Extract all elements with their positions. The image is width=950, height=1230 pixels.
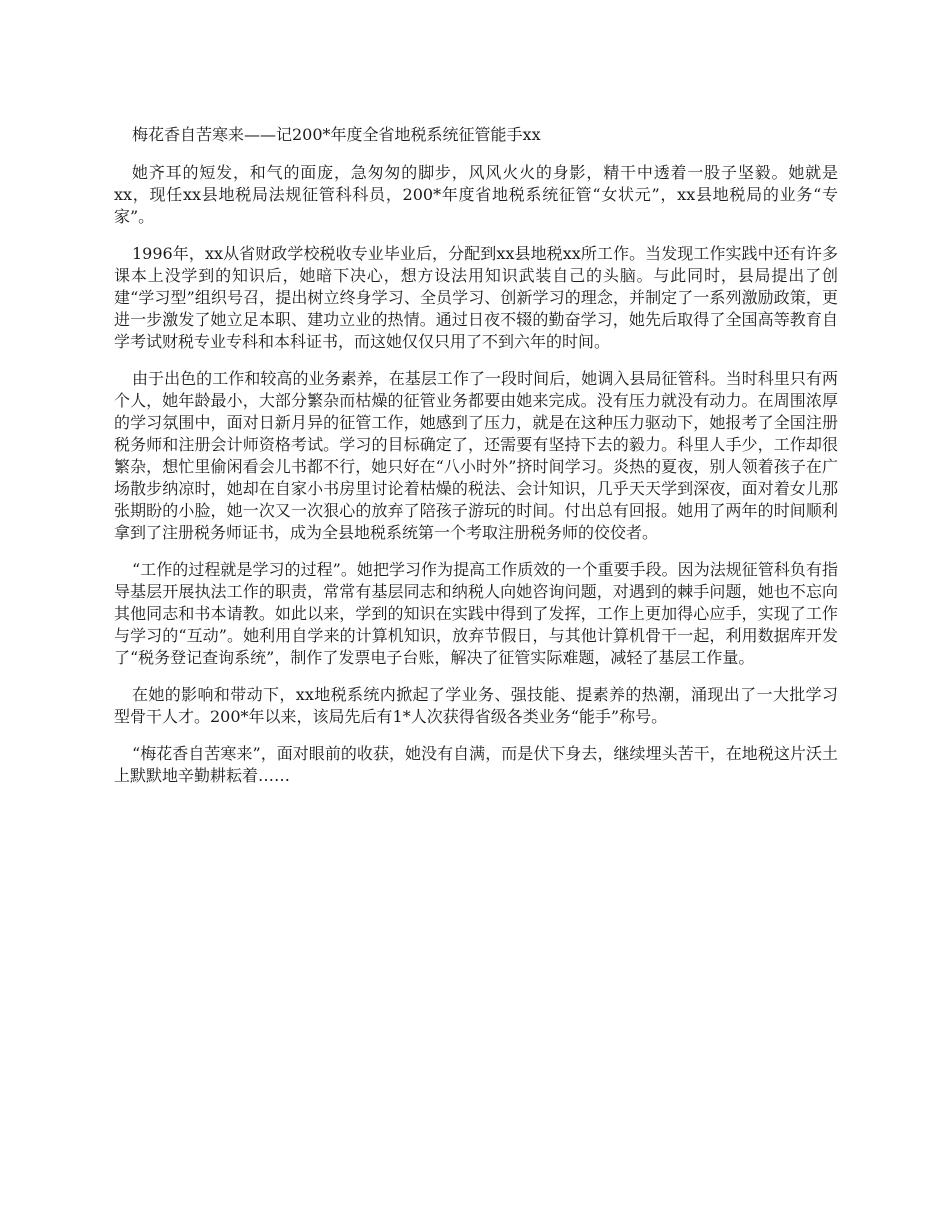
paragraph-4: “工作的过程就是学习的过程”。她把学习作为提高工作质效的一个重要手段。因为法规征管科负有指导基层开展执法工作的职责，常常有基层同志和纳税人向她咨询问题，对遇到的棘手问题，她也不忘向其他同志和书本请教。如此以来，学到的知识在实践中得到了发挥，工作上更加得心应手，实现了工作与学习的“互动”。她利用自学来的计算机知识，放弃节假日，与其他计算机骨干一起，利用数据库开发了“税务登记查询系统”，制作了发票电子台账，解决了征管实际难题，减轻了基层工作量。 (114, 560, 838, 667)
paragraph-2: 1996年，xx从省财政学校税收专业毕业后，分配到xx县地税xx所工作。当发现工作实践中还有许多课本上没学到的知识后，她暗下决心，想方设法用知识武装自己的头脑。与此同时，县局提出了创建“学习型”组织号召，提出树立终身学习、全员学习、创新学习的理念，并制定了一系列激励政策，更进一步激发了她立足本职、建功立业的热情。通过日夜不辍的勤奋学习，她先后取得了全国高等教育自学考试财税专业专科和本科证书，而这她仅仅只用了不到六年的时间。 (114, 244, 838, 351)
paragraph-5: 在她的影响和带动下，xx地税系统内掀起了学业务、强技能、提素养的热潮，涌现出了一大批学习型骨干人才。200*年以来，该局先后有1*人次获得省级各类业务“能手”称号。 (114, 685, 838, 726)
document-page (114, 124, 838, 802)
paragraph-3: 由于出色的工作和较高的业务素养，在基层工作了一段时间后，她调入县局征管科。当时科里只有两个人，她年龄最小，大部分繁杂而枯燥的征管业务都要由她来完成。没有压力就没有动力。在周围浓厚的学习氛围中，面对日新月异的征管工作，她感到了压力，就是在这种压力驱动下，她报考了全国注册税务师和注册会计师资格考试。学习的目标确定了，还需要有坚持下去的毅力。科里人手少，工作却很繁杂，想忙里偷闲看会儿书都不行，她只好在“八小时外”挤时间学习。炎热的夏夜，别人领着孩子在广场散步纳凉时，她却在自家小书房里讨论着枯燥的税法、会计知识，几乎天天学到深夜，面对着女儿那张期盼的小脸，她一次又一次狠心的放弃了陪孩子游玩的时间。付出总有回报。她用了两年的时间顺利拿到了注册税务师证书，成为全县地税系统第一个考取注册税务师的佼佼者。 (114, 369, 838, 542)
paragraph-1: 她齐耳的短发，和气的面庞，急匆匆的脚步，风风火火的身影，精干中透着一股子坚毅。她就是xx，现任xx县地税局法规征管科科员，200*年度省地税系统征管“女状元”，xx县地税局的业务“专家”。 (114, 163, 838, 226)
paragraph-6: “梅花香自苦寒来”，面对眼前的收获，她没有自满，而是伏下身去，继续埋头苦干，在地税这片沃土上默默地辛勤耕耘着…… (114, 744, 838, 785)
document-title: 梅花香自苦寒来——记200*年度全省地税系统征管能手xx (132, 125, 541, 144)
